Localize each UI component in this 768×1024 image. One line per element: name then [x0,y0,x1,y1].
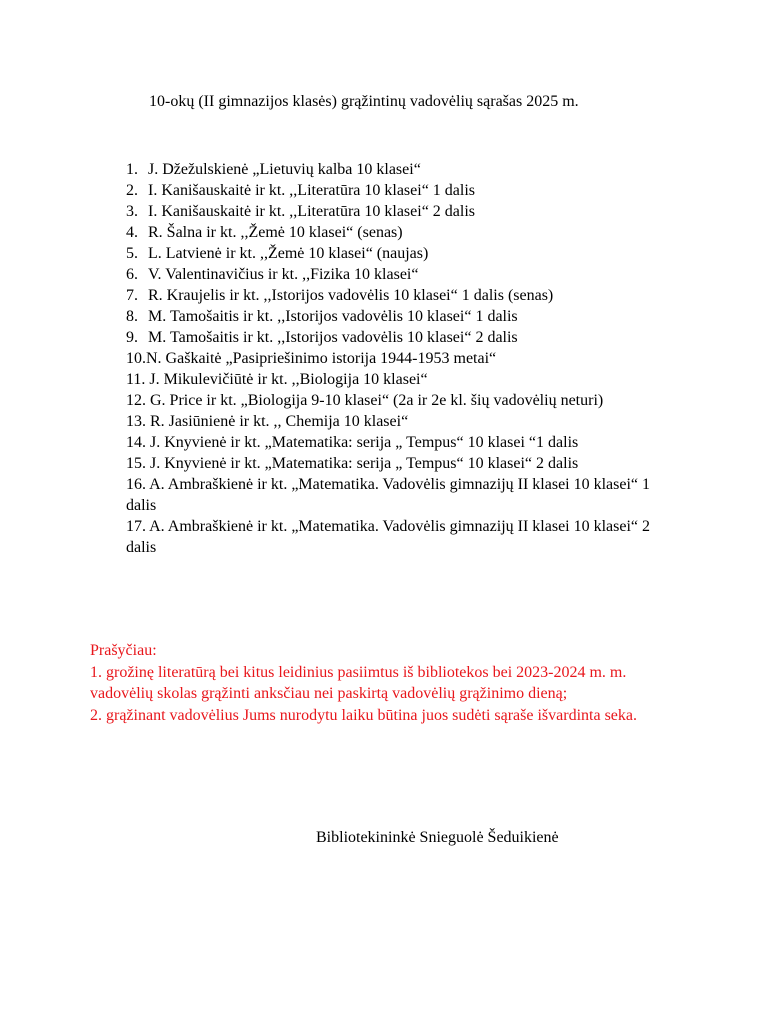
list-item [126,348,666,369]
item-number: 16. [126,476,146,493]
item-number: 5. [126,245,138,262]
item-number: 8. [126,308,138,325]
list-item [126,180,666,201]
list-item [126,222,666,243]
item-text: I. Kanišauskaitė ir kt. ,,Literatūra 10 klasei“ 1 dalis [148,182,476,199]
item-text: M. Tamošaitis ir kt. ,,Istorijos vadovėlis 10 klasei“ 1 dalis [148,308,518,325]
item-text: J. Knyvienė ir kt. „Matematika: serija „ Tempus“ 10 klasei“ 2 dalis [150,455,579,472]
item-number: 14. [126,434,146,451]
list-item [126,453,666,474]
document-title: 10-okų (II gimnazijos klasės) grąžintinų vadovėlių sąrašas 2025 m. [149,93,579,110]
item-number: 3. [126,203,138,220]
item-text: G. Price ir kt. „Biologija 9-10 klasei“ (2a ir 2e kl. šių vadovėlių neturi) [150,392,604,409]
list-item [126,306,666,327]
request-item-1: 1. grožinę literatūrą bei kitus leidinius pasiimtus iš bibliotekos bei 2023-2024 m. m. vadovėlių skolas grąžinti anksčiau nei paskirtą vadovėlių grąžinimo dieną; [90,663,627,702]
list-item [126,474,654,516]
signature: Bibliotekininkė Snieguolė Šeduikienė [316,829,559,846]
request-heading: Prašyčiau: [90,642,157,659]
list-item [126,432,666,453]
item-text: V. Valentinavičius ir kt. ,,Fizika 10 klasei“ [148,266,419,283]
list-item [126,411,666,432]
item-text: A. Ambraškienė ir kt. „Matematika. Vadovėlis gimnazijų II klasei 10 klasei“ 1 dalis [126,476,651,514]
request-note [90,640,680,726]
item-number: 7. [126,287,138,304]
item-number: 12. [126,392,146,409]
item-text: R. Šalna ir kt. ,,Žemė 10 klasei“ (senas) [148,224,403,241]
list-item [126,159,666,180]
item-text: I. Kanišauskaitė ir kt. ,,Literatūra 10 klasei“ 2 dalis [148,203,476,220]
list-item [126,390,666,411]
item-text: J. Mikulevičiūtė ir kt. ,,Biologija 10 klasei“ [149,371,428,388]
list-item [126,201,666,222]
textbook-list [126,159,666,558]
list-item [126,285,666,306]
item-number: 10. [126,350,146,367]
item-text: R. Jasiūnienė ir kt. ,, Chemija 10 klasei“ [150,413,409,430]
item-text: R. Kraujelis ir kt. ,,Istorijos vadovėlis 10 klasei“ 1 dalis (senas) [148,287,554,304]
list-item [126,327,666,348]
list-item [126,369,666,390]
item-number: 6. [126,266,138,283]
request-item-2: 2. grąžinant vadovėlius Jums nurodytu laiku būtina juos sudėti sąraše išvardinta seka. [90,706,637,724]
list-item [126,243,666,264]
item-number: 4. [126,224,138,241]
list-item [126,264,666,285]
item-number: 9. [126,329,138,346]
item-number: 15. [126,455,146,472]
item-number: 2. [126,182,138,199]
item-number: 11. [126,371,146,388]
item-text: M. Tamošaitis ir kt. ,,Istorijos vadovėlis 10 klasei“ 2 dalis [148,329,518,346]
item-text: L. Latvienė ir kt. ,,Žemė 10 klasei“ (naujas) [148,245,429,262]
item-number: 1. [126,161,138,178]
item-text: J. Džežulskienė „Lietuvių kalba 10 klasei“ [148,161,421,178]
item-number: 17. [126,518,146,535]
item-text: A. Ambraškienė ir kt. „Matematika. Vadovėlis gimnazijų II klasei 10 klasei“ 2 dalis [126,518,651,556]
item-text: N. Gaškaitė „Pasipriešinimo istorija 1944-1953 metai“ [146,350,497,367]
item-text: J. Knyvienė ir kt. „Matematika: serija „ Tempus“ 10 klasei “1 dalis [150,434,579,451]
list-item [126,516,654,558]
item-number: 13. [126,413,146,430]
